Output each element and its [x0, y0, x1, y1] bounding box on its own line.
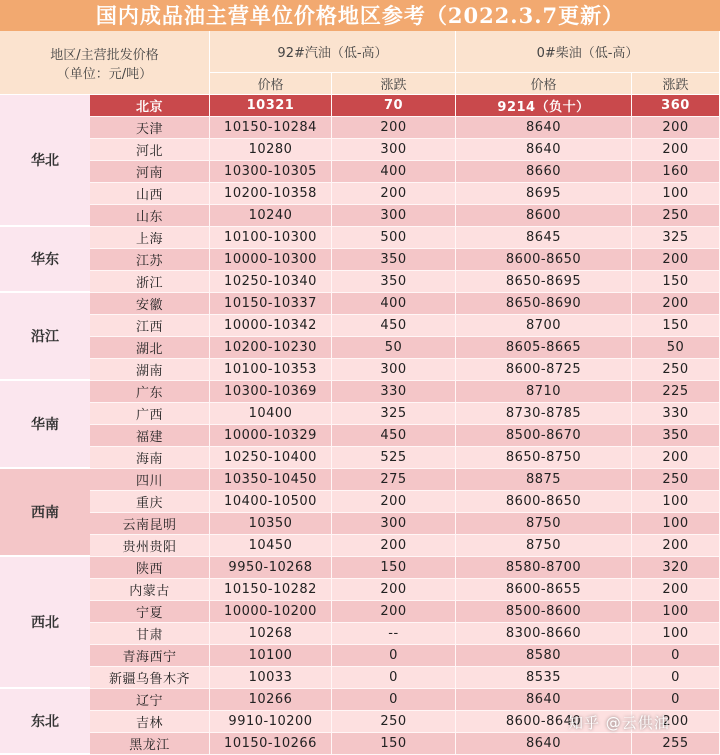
cell-diesel-change: 200 [632, 579, 720, 601]
cell-city: 福建 [90, 425, 210, 447]
region-label: 华南 [0, 381, 90, 469]
header-diesel-change: 涨跌 [632, 73, 720, 95]
cell-gas-change: 300 [332, 513, 456, 535]
table-row [90, 227, 720, 249]
cell-diesel-price: 8600-8725 [456, 359, 632, 381]
cell-gas-price: 10000-10300 [210, 249, 332, 271]
cell-city: 湖南 [90, 359, 210, 381]
cell-city: 广西 [90, 403, 210, 425]
cell-gas-change: 330 [332, 381, 456, 403]
region-label: 西南 [0, 469, 90, 557]
cell-diesel-price: 8300-8660 [456, 623, 632, 645]
table-row [90, 491, 720, 513]
cell-diesel-change: 200 [632, 711, 720, 733]
cell-gas-change: 70 [332, 95, 456, 117]
cell-gas-change: 200 [332, 491, 456, 513]
cell-gas-price: 10150-10284 [210, 117, 332, 139]
cell-gas-change: 0 [332, 645, 456, 667]
table-row [90, 183, 720, 205]
cell-diesel-price: 8650-8750 [456, 447, 632, 469]
table-row [90, 645, 720, 667]
cell-gas-price: 10250-10400 [210, 447, 332, 469]
cell-city: 江苏 [90, 249, 210, 271]
cell-gas-change: 200 [332, 117, 456, 139]
cell-diesel-change: 100 [632, 601, 720, 623]
cell-gas-price: 10400-10500 [210, 491, 332, 513]
cell-diesel-price: 8640 [456, 139, 632, 161]
cell-gas-change: 300 [332, 205, 456, 227]
cell-gas-price: 10150-10282 [210, 579, 332, 601]
table-row [90, 381, 720, 403]
cell-gas-change: 350 [332, 271, 456, 293]
cell-gas-price: 10000-10329 [210, 425, 332, 447]
cell-diesel-price: 8600-8640 [456, 711, 632, 733]
cell-gas-price: 10400 [210, 403, 332, 425]
cell-diesel-price: 8700 [456, 315, 632, 337]
header-region-price [0, 31, 210, 95]
cell-gas-price: 10280 [210, 139, 332, 161]
table-row [90, 403, 720, 425]
cell-diesel-price: 8580-8700 [456, 557, 632, 579]
cell-city: 江西 [90, 315, 210, 337]
cell-city: 重庆 [90, 491, 210, 513]
cell-diesel-price: 8600 [456, 205, 632, 227]
cell-diesel-price: 8695 [456, 183, 632, 205]
table-row [90, 623, 720, 645]
cell-city: 上海 [90, 227, 210, 249]
cell-diesel-change: 0 [632, 645, 720, 667]
cell-gas-price: 10350-10450 [210, 469, 332, 491]
cell-city: 贵州贵阳 [90, 535, 210, 557]
cell-diesel-price: 8500-8670 [456, 425, 632, 447]
cell-diesel-price: 8500-8600 [456, 601, 632, 623]
cell-diesel-price: 8650-8695 [456, 271, 632, 293]
cell-diesel-change: 320 [632, 557, 720, 579]
cell-diesel-price: 8730-8785 [456, 403, 632, 425]
cell-diesel-change: 150 [632, 315, 720, 337]
cell-city: 新疆乌鲁木齐 [90, 667, 210, 689]
cell-diesel-price: 8580 [456, 645, 632, 667]
cell-city: 青海西宁 [90, 645, 210, 667]
cell-city: 山西 [90, 183, 210, 205]
cell-diesel-price: 8600-8650 [456, 491, 632, 513]
table-row [90, 205, 720, 227]
cell-diesel-price: 8660 [456, 161, 632, 183]
cell-diesel-change: 100 [632, 491, 720, 513]
cell-gas-change: 0 [332, 689, 456, 711]
cell-diesel-change: 325 [632, 227, 720, 249]
header-diesel-price: 价格 [456, 73, 632, 95]
cell-city: 甘肃 [90, 623, 210, 645]
cell-gas-price: 10450 [210, 535, 332, 557]
cell-diesel-price: 8650-8690 [456, 293, 632, 315]
table-row [90, 249, 720, 271]
cell-gas-change: 0 [332, 667, 456, 689]
cell-diesel-change: 200 [632, 139, 720, 161]
cell-gas-change: 300 [332, 139, 456, 161]
table-row [90, 117, 720, 139]
cell-city: 湖北 [90, 337, 210, 359]
cell-diesel-change: 250 [632, 469, 720, 491]
header-diesel: 0#柴油（低-高） [456, 31, 720, 73]
cell-gas-price: 10100 [210, 645, 332, 667]
cell-gas-change: -- [332, 623, 456, 645]
cell-city: 云南昆明 [90, 513, 210, 535]
cell-gas-price: 10300-10305 [210, 161, 332, 183]
cell-diesel-change: 200 [632, 535, 720, 557]
cell-gas-change: 400 [332, 293, 456, 315]
cell-diesel-price: 8605-8665 [456, 337, 632, 359]
cell-diesel-price: 9214（负十） [456, 95, 632, 117]
cell-gas-price: 10268 [210, 623, 332, 645]
cell-gas-price: 10300-10369 [210, 381, 332, 403]
cell-gas-price: 10200-10230 [210, 337, 332, 359]
cell-gas-price: 10150-10337 [210, 293, 332, 315]
cell-diesel-change: 100 [632, 183, 720, 205]
cell-diesel-change: 0 [632, 667, 720, 689]
cell-gas-change: 275 [332, 469, 456, 491]
table-row [90, 667, 720, 689]
cell-diesel-change: 150 [632, 271, 720, 293]
header-gas-change: 涨跌 [332, 73, 456, 95]
cell-gas-price: 10000-10200 [210, 601, 332, 623]
cell-gas-price: 10240 [210, 205, 332, 227]
cell-gas-price: 10350 [210, 513, 332, 535]
header-gas-price: 价格 [210, 73, 332, 95]
cell-city: 安徽 [90, 293, 210, 315]
cell-city: 北京 [90, 95, 210, 117]
cell-gas-change: 150 [332, 733, 456, 755]
table-row [90, 689, 720, 711]
watermark: 知乎 @云供油 [568, 714, 670, 732]
cell-diesel-price: 8750 [456, 535, 632, 557]
cell-gas-change: 150 [332, 557, 456, 579]
cell-gas-price: 10321 [210, 95, 332, 117]
cell-city: 陕西 [90, 557, 210, 579]
page-title: 国内成品油主营单位价格地区参考（2022.3.7更新） [0, 0, 720, 31]
header-gasoline: 92#汽油（低-高） [210, 31, 456, 73]
table-row [90, 139, 720, 161]
cell-diesel-change: 200 [632, 117, 720, 139]
cell-gas-price: 10100-10353 [210, 359, 332, 381]
cell-gas-price: 9950-10268 [210, 557, 332, 579]
cell-diesel-change: 330 [632, 403, 720, 425]
table-row [90, 535, 720, 557]
cell-diesel-change: 200 [632, 293, 720, 315]
table-row [90, 337, 720, 359]
cell-gas-change: 525 [332, 447, 456, 469]
cell-diesel-change: 350 [632, 425, 720, 447]
cell-city: 河北 [90, 139, 210, 161]
table-row [90, 601, 720, 623]
table-row [90, 557, 720, 579]
table-row [90, 447, 720, 469]
cell-gas-change: 200 [332, 601, 456, 623]
region-label: 东北 [0, 689, 90, 755]
cell-gas-change: 50 [332, 337, 456, 359]
cell-diesel-change: 360 [632, 95, 720, 117]
cell-city: 河南 [90, 161, 210, 183]
cell-city: 浙江 [90, 271, 210, 293]
cell-gas-change: 350 [332, 249, 456, 271]
cell-diesel-price: 8640 [456, 689, 632, 711]
cell-diesel-change: 225 [632, 381, 720, 403]
cell-gas-change: 200 [332, 183, 456, 205]
cell-city: 宁夏 [90, 601, 210, 623]
cell-city: 天津 [90, 117, 210, 139]
cell-gas-price: 10266 [210, 689, 332, 711]
table-row [90, 425, 720, 447]
table-row [90, 161, 720, 183]
region-label: 西北 [0, 557, 90, 689]
table-row [90, 95, 720, 117]
cell-diesel-price: 8710 [456, 381, 632, 403]
cell-diesel-change: 0 [632, 689, 720, 711]
cell-diesel-price: 8640 [456, 117, 632, 139]
table-row [90, 733, 720, 755]
cell-gas-change: 200 [332, 579, 456, 601]
cell-diesel-change: 250 [632, 359, 720, 381]
cell-gas-change: 300 [332, 359, 456, 381]
cell-gas-change: 325 [332, 403, 456, 425]
cell-diesel-change: 100 [632, 623, 720, 645]
cell-diesel-change: 100 [632, 513, 720, 535]
cell-city: 广东 [90, 381, 210, 403]
cell-diesel-change: 200 [632, 249, 720, 271]
table-row [90, 293, 720, 315]
cell-gas-price: 10250-10340 [210, 271, 332, 293]
cell-diesel-price: 8600-8650 [456, 249, 632, 271]
region-label: 沿江 [0, 293, 90, 381]
cell-city: 黑龙江 [90, 733, 210, 755]
cell-city: 山东 [90, 205, 210, 227]
table-row [90, 315, 720, 337]
cell-diesel-change: 250 [632, 205, 720, 227]
cell-gas-change: 450 [332, 425, 456, 447]
cell-gas-price: 10100-10300 [210, 227, 332, 249]
table-row [90, 359, 720, 381]
cell-gas-price: 10000-10342 [210, 315, 332, 337]
cell-gas-change: 400 [332, 161, 456, 183]
header-unit-label: （单位：元/吨） [56, 66, 153, 82]
cell-gas-change: 250 [332, 711, 456, 733]
cell-gas-change: 450 [332, 315, 456, 337]
cell-gas-change: 200 [332, 535, 456, 557]
cell-diesel-change: 255 [632, 733, 720, 755]
region-label: 华北 [0, 95, 90, 227]
table-row [90, 579, 720, 601]
cell-diesel-price: 8875 [456, 469, 632, 491]
cell-diesel-change: 200 [632, 447, 720, 469]
cell-gas-price: 9910-10200 [210, 711, 332, 733]
cell-diesel-price: 8750 [456, 513, 632, 535]
cell-gas-change: 500 [332, 227, 456, 249]
cell-gas-price: 10150-10266 [210, 733, 332, 755]
table-row [90, 513, 720, 535]
cell-diesel-change: 160 [632, 161, 720, 183]
cell-city: 海南 [90, 447, 210, 469]
cell-diesel-price: 8640 [456, 733, 632, 755]
cell-city: 吉林 [90, 711, 210, 733]
table-row [90, 469, 720, 491]
cell-city: 内蒙古 [90, 579, 210, 601]
cell-diesel-price: 8535 [456, 667, 632, 689]
region-label: 华东 [0, 227, 90, 293]
cell-gas-price: 10033 [210, 667, 332, 689]
header-region-label: 地区/主营批发价格 [50, 47, 159, 63]
cell-gas-price: 10200-10358 [210, 183, 332, 205]
cell-diesel-change: 50 [632, 337, 720, 359]
cell-diesel-price: 8600-8655 [456, 579, 632, 601]
cell-city: 四川 [90, 469, 210, 491]
table-row [90, 271, 720, 293]
cell-diesel-price: 8645 [456, 227, 632, 249]
cell-city: 辽宁 [90, 689, 210, 711]
